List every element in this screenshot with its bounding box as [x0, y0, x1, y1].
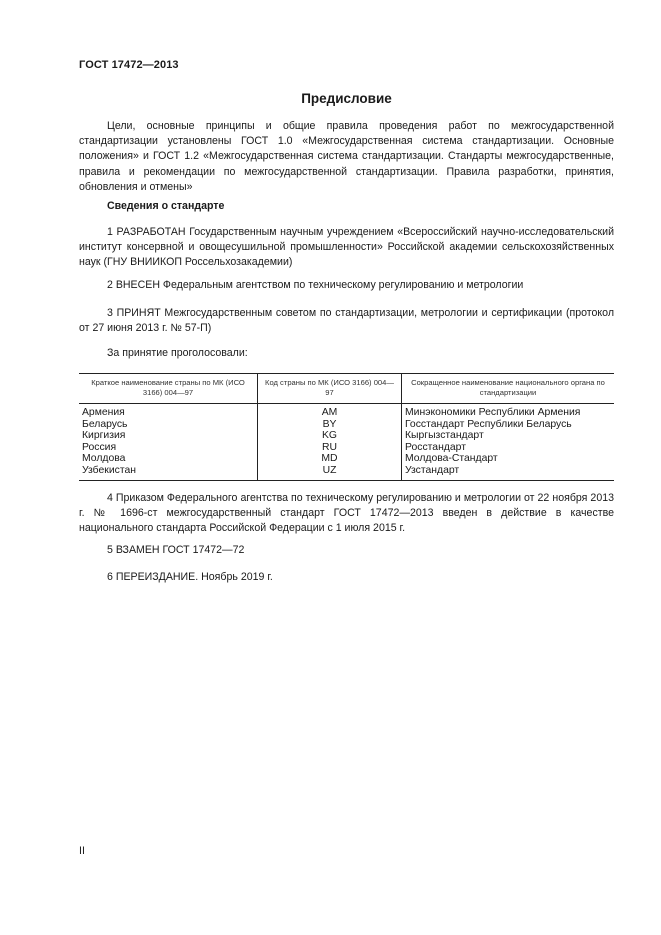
table-header-code: Код страны по МК (ИСО 3166) 004—97: [258, 374, 402, 404]
section-title: Предисловие: [301, 91, 392, 106]
item-4: 4 Приказом Федерального агентства по техническому регулированию и метрологии от 22 ноября 2013 г. № 1696-ст межгосударственный стандарт ГОСТ 17472—2013 введен в действие в качестве национального стандарта Российской Федерации с 1 июля 2015 г.: [79, 492, 614, 535]
subheading: Сведения о стандарте: [107, 200, 225, 212]
country-code: BY: [258, 419, 402, 431]
national-body: Кыргызстандарт: [402, 430, 615, 442]
table-row: [79, 404, 614, 419]
table-header-row: [79, 374, 614, 404]
table-row: [79, 419, 614, 431]
item-6: 6 ПЕРЕИЗДАНИЕ. Ноябрь 2019 г.: [107, 571, 273, 583]
table-header-body: Сокращенное наименование национального органа по стандартизации: [402, 374, 615, 404]
intro-paragraph: Цели, основные принципы и общие правила проведения работ по межгосударственной стандартизации установлены ГОСТ 1.0 «Межгосударственная система стандартизации. Основные положения» и ГОСТ 1.2 «Межгосударственная система стандартизации. Стандарты межгосударственные, правила и рекомендации по межгосударственной стандартизации. Правила разработки, принятия, обновления и отмены»: [79, 120, 614, 193]
country-code: UZ: [258, 465, 402, 480]
table-row: [79, 430, 614, 442]
national-body: Госстандарт Республики Беларусь: [402, 419, 615, 431]
country-name: Узбекистан: [79, 465, 258, 480]
country-name: Армения: [82, 407, 125, 418]
country-name: Россия: [82, 441, 117, 453]
national-body: Узстандарт: [402, 465, 615, 480]
table-row: [79, 442, 614, 454]
country-code: MD: [258, 453, 402, 465]
page-number: II: [79, 845, 85, 857]
country-name: Киргизия: [82, 430, 126, 442]
standard-id: ГОСТ 17472—2013: [79, 59, 179, 71]
country-name: Беларусь: [82, 418, 128, 430]
item-2: 2 ВНЕСЕН Федеральным агентством по техническому регулированию и метрологии: [107, 279, 524, 291]
item-3: 3 ПРИНЯТ Межгосударственным советом по стандартизации, метрологии и сертификации (протокол от 27 июня 2013 г. № 57-П): [79, 307, 614, 335]
country-code: RU: [258, 442, 402, 454]
table-header-country: Краткое наименование страны по МК (ИСО 3166) 004—97: [79, 374, 258, 404]
item-5: 5 ВЗАМЕН ГОСТ 17472—72: [107, 544, 245, 556]
national-body: Молдова-Стандарт: [402, 453, 615, 465]
national-body: Росстандарт: [402, 442, 615, 454]
item-1: 1 РАЗРАБОТАН Государственным научным учреждением «Всероссийский научно-исследовательский институт консервной и овощесушильной промышленности» Российской академии сельскохозяйственных наук (ГНУ ВНИИКОП Россельхозакадемии): [79, 226, 614, 269]
national-body: Минэкономики Республики Армения: [402, 404, 615, 419]
vote-label: За принятие проголосовали:: [107, 347, 248, 359]
table-row: [79, 453, 614, 465]
table-row: [79, 465, 614, 480]
country-code: KG: [258, 430, 402, 442]
country-code: AM: [258, 404, 402, 419]
country-name: Молдова: [82, 453, 126, 465]
voting-table: [79, 373, 614, 481]
